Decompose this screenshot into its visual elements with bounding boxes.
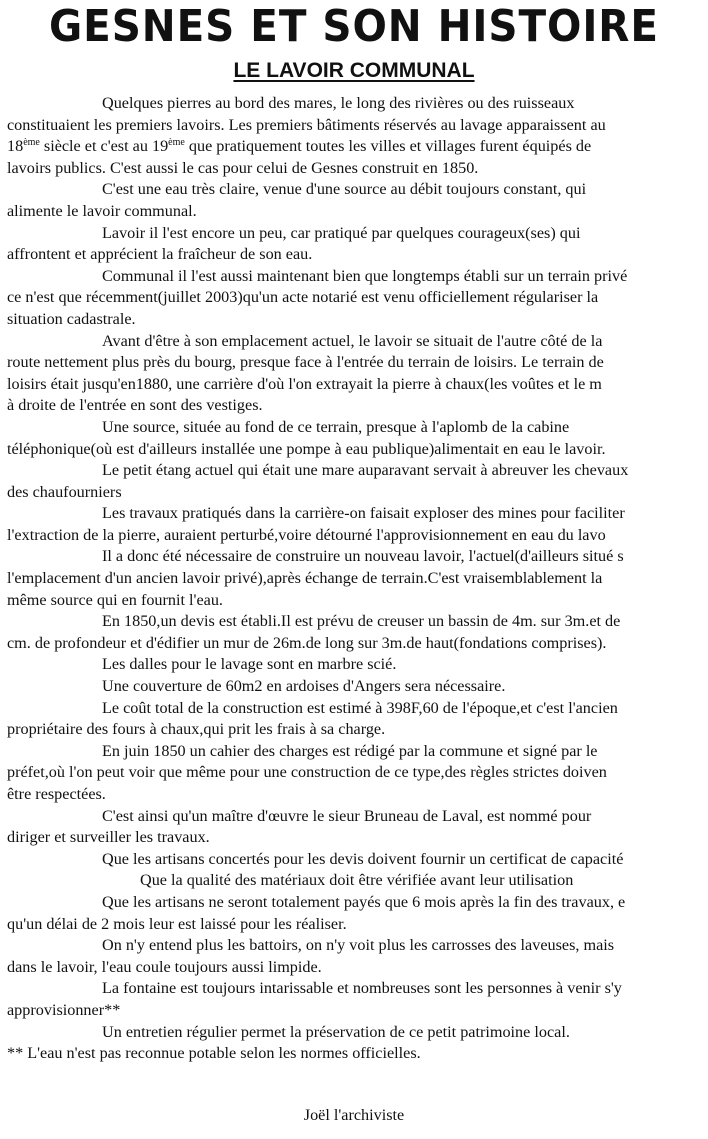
- text-line: dans le lavoir, l'eau coule toujours aussi limpide.: [7, 957, 322, 976]
- text-line: Avant d'être à son emplacement actuel, le lavoir se situait de l'autre côté de la: [102, 331, 603, 350]
- text-line: alimente le lavoir communal.: [7, 201, 197, 220]
- text-line: constituaient les premiers lavoirs. Les premiers bâtiments réservés au lavage apparaissent au: [7, 115, 606, 134]
- text-line: En juin 1850 un cahier des charges est rédigé par la commune et signé par le: [102, 741, 598, 760]
- text-line: cm. de profondeur et d'édifier un mur de 26m.de long sur 3m.de haut(fondations comprises).: [7, 633, 607, 652]
- text-line: être respectées.: [7, 785, 106, 803]
- text-line: Que les artisans concertés pour les devis doivent fournir un certificat de capacité: [102, 849, 624, 868]
- text-line: On n'y entend plus les battoirs, on n'y voit plus les carrosses des laveuses, mais: [102, 936, 615, 955]
- century-suffix: ème: [168, 137, 185, 149]
- signature: Joël l'archiviste: [303, 1106, 405, 1124]
- text-line: préfet,où l'on peut voir que même pour une construction de ce type,des règles strictes doiven: [7, 763, 607, 782]
- text-line: affrontent et apprécient la fraîcheur de son eau.: [7, 245, 313, 264]
- text-line: Les travaux pratiqués dans la carrière-on faisait exploser des mines pour faciliter: [102, 504, 625, 523]
- text-line: Les dalles pour le lavage sont en marbre scié.: [102, 655, 397, 674]
- text-line: Le coût total de la construction est estimé à 398F,60 de l'époque,et c'est l'ancien: [102, 698, 618, 717]
- text-line: qu'un délai de 2 mois leur est laissé pour les réaliser.: [7, 914, 347, 933]
- text-line: Communal il l'est aussi maintenant bien que longtemps établi sur un terrain privé: [102, 266, 628, 285]
- text-line: loisirs était jusqu'en1880, une carrière d'où l'on extrayait la pierre à chaux(les voûtes et le m: [7, 374, 602, 393]
- text-line: C'est ainsi qu'un maître d'œuvre le sieur Bruneau de Laval, est nommé pour: [102, 806, 592, 825]
- text-line: En 1850,un devis est établi.Il est prévu de creuser un bassin de 4m. sur 3m.et de: [102, 612, 621, 631]
- article-body: [7, 93, 708, 1065]
- text-line: l'extraction de la pierre, auraient perturbé,voire détourné l'approvisionnement en eau du lavo: [7, 525, 606, 544]
- text-line: Une source, située au fond de ce terrain, presque à l'aplomb de la cabine: [102, 417, 570, 436]
- text-line: lavoirs publics. C'est aussi le cas pour celui de Gesnes construit en 1850.: [7, 158, 479, 177]
- text-line: C'est une eau très claire, venue d'une source au débit toujours constant, qui: [102, 180, 587, 199]
- text-line: situation cadastrale.: [7, 309, 136, 328]
- text-line: des chaufourniers: [7, 482, 122, 501]
- text-line: Il a donc été nécessaire de construire un nouveau lavoir, l'actuel(d'ailleurs situé s: [102, 547, 624, 566]
- footnote: ** L'eau n'est pas reconnue potable selon les normes officielles.: [7, 1044, 421, 1063]
- text-line: Lavoir il l'est encore un peu, car pratiqué par quelques courageux(ses) qui: [102, 223, 581, 242]
- text-line: Que les artisans ne seront totalement payés que 6 mois après la fin des travaux, e: [102, 892, 626, 911]
- text-line: même source qui en fournit l'eau.: [7, 590, 223, 609]
- text-line: Un entretien régulier permet la préservation de ce petit patrimoine local.: [102, 1022, 570, 1041]
- century-19: 19: [151, 137, 169, 156]
- text-line: approvisionner**: [7, 1000, 121, 1019]
- page-title: LE LAVOIR COMMUNAL: [233, 59, 475, 82]
- text-line: diriger et surveiller les travaux.: [7, 828, 210, 847]
- text-line: Une couverture de 60m2 en ardoises d'Angers sera nécessaire.: [102, 677, 506, 696]
- text-line: ce n'est que récemment(juillet 2003)qu'un acte notarié est venu officiellement régulariser la: [7, 288, 599, 307]
- text-line: Quelques pierres au bord des mares, le long des rivières ou des ruisseaux: [102, 94, 575, 112]
- text-line: La fontaine est toujours intarissable et nombreuses sont les personnes à venir s'y: [102, 979, 622, 998]
- text-line: Le petit étang actuel qui était une mare auparavant servait à abreuver les chevaux: [102, 461, 629, 480]
- text-line: téléphonique(où est d'ailleurs installée une pompe à eau publique)alimentait en eau le lavoir.: [7, 439, 606, 458]
- masthead: GESNES ET SON HISTOIRE: [49, 1, 659, 52]
- text-line: à droite de l'entrée en sont des vestiges.: [7, 396, 263, 415]
- text-line: route nettement plus près du bourg, presque face à l'entrée du terrain de loisirs. Le terrain de: [7, 353, 604, 372]
- text-line: l'emplacement d'un ancien lavoir privé),après échange de terrain.C'est vraisemblablement la: [7, 569, 603, 588]
- text-line: propriétaire des fours à chaux,qui prit les frais à sa charge.: [7, 720, 386, 739]
- century-18: 18: [7, 137, 24, 156]
- text-line: Que la qualité des matériaux doit être vérifiée avant leur utilisation: [140, 871, 574, 890]
- century-suffix: ème: [23, 137, 40, 149]
- text-line-centuries: 18ème siècle et c'est au 19ème que pratiquement toutes les villes et villages furent équipés de: [7, 137, 592, 156]
